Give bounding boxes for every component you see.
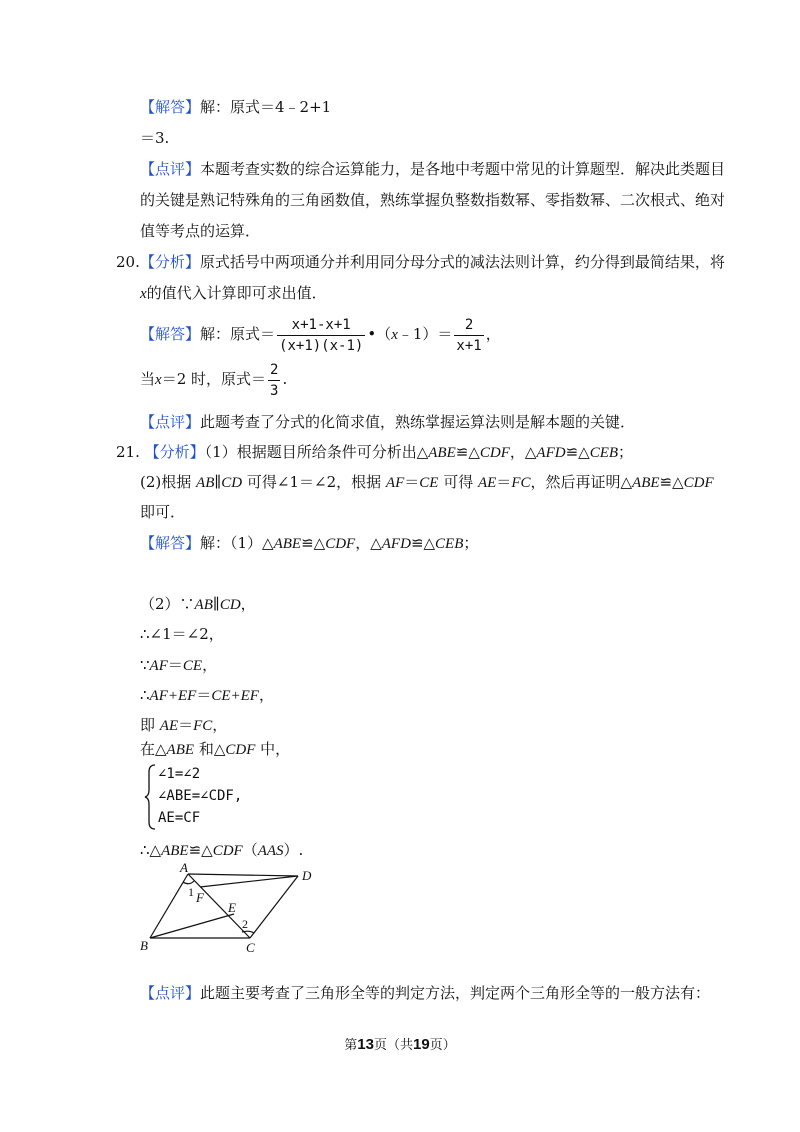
page-footer: 第13页（共19页） <box>344 1036 456 1053</box>
q21-analysis-line2 <box>140 472 714 493</box>
q20-evaluate-line: 当x＝2 时，原式＝ $\frac{2}{3}$ . <box>140 361 288 399</box>
text-segment: ∴△ <box>140 841 162 859</box>
q21-number: 21. <box>116 443 140 461</box>
math-symbol: AE <box>159 718 179 734</box>
fraction: $\frac{x+1-x+1}{(x+1)(x-1)}$ <box>279 316 364 354</box>
q19-comment-line3: 值等考点的运算． <box>140 222 261 240</box>
label-e: E <box>228 900 236 915</box>
math-symbol: ABE <box>273 536 302 552</box>
q19-answer-line <box>140 97 331 117</box>
math-symbol: AAS <box>257 843 284 859</box>
segment-ac <box>188 874 250 938</box>
system-row: ∠1=∠2 <box>158 766 201 782</box>
label-c: C <box>246 940 255 954</box>
segment-fd <box>200 876 298 887</box>
label-f: F <box>196 890 204 905</box>
q20-comment: 【点评】此题考查了分式的化简求值，熟练掌握运算法则是解本题的关键． <box>140 413 636 431</box>
q21-analysis-line1: 21. 【分析】（1）根据题目所给条件可分析出△ABE≌△CDF，△AFD≌△CEB； <box>116 443 634 461</box>
q20-analysis-line1: 20.【分析】原式括号中两项通分并利用同分母分式的减法法则计算，约分得到最简结果，将 <box>116 253 725 271</box>
text-segment: ，然后再证明△ <box>530 473 633 491</box>
q21-proof-line <box>140 685 274 706</box>
comment-tag: 【点评】 <box>140 160 201 178</box>
page-number: 13 <box>357 1036 374 1053</box>
comment-tag: 【点评】 <box>140 984 201 1002</box>
system-row: AE=CF <box>158 810 201 826</box>
math-symbol: CE <box>182 658 203 674</box>
text-segment: ， <box>240 595 256 613</box>
q19-answer-result: ＝3. <box>140 129 170 147</box>
q21-proof-line <box>140 594 256 615</box>
math-symbol: CD <box>219 597 241 613</box>
text-segment: ， <box>202 656 218 674</box>
math-symbol: AB <box>196 475 215 491</box>
q21-proof-line <box>140 655 217 676</box>
text-segment: 中， <box>255 740 291 758</box>
q20-analysis-line2: x的值代入计算即可求出值． <box>140 284 327 302</box>
label-angle-2: 2 <box>242 917 248 931</box>
math-symbol: AF+EF <box>149 688 197 704</box>
segment-cd <box>250 876 298 938</box>
text-segment: ， <box>258 686 274 704</box>
parallelogram-figure <box>136 862 316 954</box>
fraction: $\frac{2}{3}$ <box>270 361 279 399</box>
math-symbol: FC <box>511 475 531 491</box>
q20-number: 20. <box>116 253 140 271</box>
text-segment: 和△ <box>194 740 226 758</box>
math-symbol: CD <box>221 475 243 491</box>
text-segment: ≌△ <box>659 473 684 491</box>
text-segment: ＝ <box>496 473 512 491</box>
text-segment: (2)根据 <box>140 473 197 491</box>
math-symbol: CDF <box>212 843 243 859</box>
text-segment: 在△ <box>140 740 167 758</box>
angle-1-arc <box>183 881 194 884</box>
analysis-tag: 【分析】 <box>139 253 200 271</box>
math-symbol: AF <box>385 475 405 491</box>
label-a: A <box>180 862 188 875</box>
q21-proof-line <box>140 624 224 644</box>
math-symbol: AF <box>149 658 168 674</box>
answer-tag: 【解答】 <box>140 325 201 343</box>
math-symbol: CEB <box>435 536 464 552</box>
text-segment: 解：（1）△ <box>200 534 274 552</box>
math-symbol: CDF <box>683 475 714 491</box>
label-b: B <box>140 938 148 953</box>
q19-comment-line2: 的关键是熟记特殊角的三角函数值，熟练掌握负整数指数幂、零指数幂、二次根式、绝对 <box>140 191 726 209</box>
segment-ad <box>188 874 298 876</box>
text-segment: ≌△ <box>301 534 326 552</box>
math-symbol: CE+EF <box>211 688 259 704</box>
math-symbol: ABE <box>161 843 189 859</box>
text-segment: ＝ <box>196 686 212 704</box>
q21-answer-line <box>140 533 478 554</box>
q21-conclusion <box>140 840 303 861</box>
math-symbol: AB <box>194 597 213 613</box>
text-segment: 可得∠1＝∠2，根据 <box>242 473 386 491</box>
answer-tag: 【解答】 <box>140 534 201 552</box>
equation-system <box>144 764 264 830</box>
page-total: 19 <box>413 1036 430 1053</box>
label-angle-1: 1 <box>188 885 194 899</box>
q21-proof-line <box>140 739 290 760</box>
text-segment: 即 <box>140 716 160 734</box>
system-row: ∠ABE=∠CDF, <box>158 788 243 804</box>
q21-comment: 【点评】此题主要考查了三角形全等的判定方法，判定两个三角形全等的一般方法有： <box>140 984 711 1002</box>
brace-icon <box>144 764 156 830</box>
text-segment: ∥ <box>214 473 222 491</box>
analysis-tag: 【分析】 <box>144 443 205 461</box>
text-segment: ≌△ <box>410 534 436 552</box>
answer-tag: 【解答】 <box>140 98 201 116</box>
text-segment: （2）∵ <box>140 595 195 613</box>
text-segment: ， <box>212 716 228 734</box>
label-d: D <box>302 868 312 883</box>
text-segment: ∥ <box>212 595 220 613</box>
text-segment: ∴ <box>140 686 150 704</box>
text-segment: ，△ <box>355 534 382 552</box>
math-symbol: AE <box>477 475 497 491</box>
math-symbol: CDF <box>325 536 356 552</box>
q21-analysis-line3: 即可． <box>140 503 186 521</box>
text-segment: （ <box>242 841 258 859</box>
math-symbol: AFD <box>381 536 411 552</box>
q19-comment-line1: 【点评】本题考查实数的综合运算能力，是各地中考题中常见的计算题型．解决此类题目 <box>140 160 726 178</box>
text-segment: ； <box>463 534 479 552</box>
text-segment: ）. <box>283 841 304 859</box>
angle-2-arc <box>242 931 254 933</box>
q19-answer-text: 解：原式＝4﹣2+1 <box>200 98 332 116</box>
q20-answer-line: 【解答】解：原式＝ $\frac{x+1-x+1}{(x+1)(x-1)}$ •（x﹣1）＝ $\frac{2}{x+1}$ ， <box>140 316 501 354</box>
comment-tag: 【点评】 <box>140 413 201 431</box>
text-segment: ＝ <box>178 716 194 734</box>
text-segment: ∵ <box>140 656 150 674</box>
math-symbol: CDF <box>225 742 256 758</box>
fraction: $\frac{2}{x+1}$ <box>456 316 482 354</box>
math-symbol: CE <box>419 475 439 491</box>
math-symbol: ABE <box>632 475 660 491</box>
math-symbol: ABE <box>166 742 195 758</box>
text-segment: 可得 <box>438 473 478 491</box>
text-segment: ≌△ <box>188 841 213 859</box>
q21-proof-line <box>140 715 227 736</box>
text-segment: ∴∠1＝∠2， <box>140 625 224 643</box>
text-segment: ＝ <box>404 473 420 491</box>
text-segment: ＝ <box>167 656 183 674</box>
math-symbol: FC <box>193 718 213 734</box>
